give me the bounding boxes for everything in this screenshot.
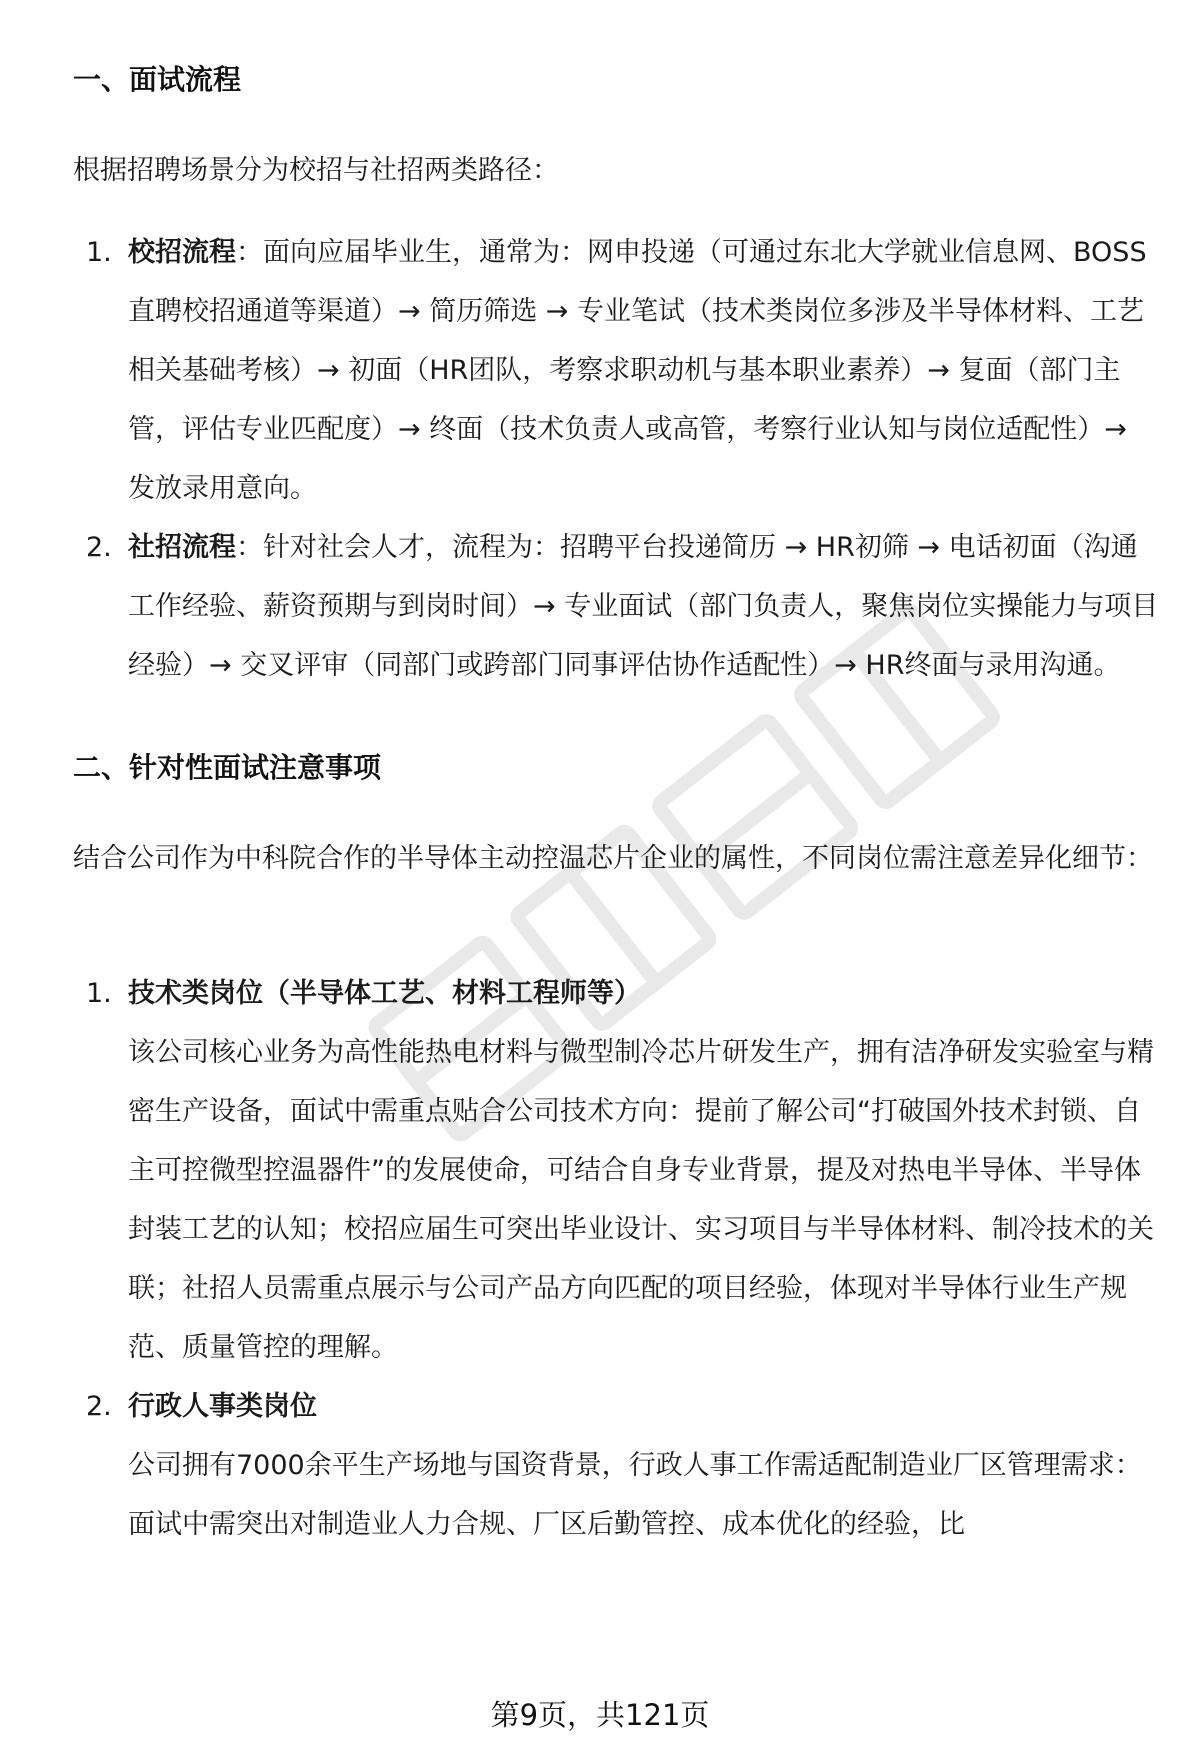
section-intro: 结合公司作为中科院合作的半导体主动控温芯片企业的属性，不同岗位需注意差异化细节： — [73, 843, 1153, 874]
section-heading-interview-notes: 二、针对性面试注意事项 — [73, 751, 382, 784]
item-text: 该公司核心业务为高性能热电材料与微型制冷芯片研发生产，拥有洁净研发实验室与精密生产设备，面试中需重点贴合公司技术方向：提前了解公司“打破国外技术封锁、自主可控微型控温器件”的发展使命，可结合自身专业背景，提及对热电半导体、半导体封装工艺的认知；校招应届生可突出毕业设计、实习项目与半导体材料、制冷技术的关联；社招人员需重点展示与公司产品方向匹配的项目经验，体现对半导体行业生产规范、质量管控的理解。 — [128, 1037, 1154, 1363]
process-list — [0, 223, 1200, 695]
page-number-footer: 第9页，共121页 — [490, 1698, 710, 1732]
item-text: ：面向应届毕业生，通常为：网申投递（可通过东北大学就业信息网、BOSS直聘校招通道等渠道）→ 简历筛选 → 专业笔试（技术类岗位多涉及半导体材料、工艺相关基础考核）→ 初面（HR团队，考察求职动机与基本职业素养）→ 复面（部门主管，评估专业匹配度）→ 终面（技术负责人或高管，考察行业认知与岗位适配性）→ 发放录用意向。 — [128, 237, 1147, 504]
notes-list — [0, 964, 1200, 1554]
item-text: 公司拥有7000余平生产场地与国资背景，行政人事工作需适配制造业厂区管理需求：面试中需突出对制造业人力合规、厂区后勤管控、成本优化的经验，比 — [128, 1450, 1142, 1540]
section-intro: 根据招聘场景分为校招与社招两类路径： — [73, 155, 559, 186]
item-text: ：针对社会人才，流程为：招聘平台投递简历 → HR初筛 → 电话初面（沟通工作经验、薪资预期与到岗时间）→ 专业面试（部门负责人，聚焦岗位实操能力与项目经验）→ 交叉评审（同部门或跨部门同事评估协作适配性）→ HR终面与录用沟通。 — [128, 532, 1159, 681]
item-title: 行政人事类岗位 — [128, 1391, 317, 1422]
list-item — [0, 1377, 1200, 1554]
list-number: 2. — [86, 532, 112, 563]
item-label: 社招流程 — [128, 532, 236, 563]
section-heading-interview-process: 一、面试流程 — [73, 63, 242, 96]
item-title: 技术类岗位（半导体工艺、材料工程师等） — [128, 978, 641, 1009]
list-item — [0, 518, 1200, 695]
list-number: 1. — [86, 978, 112, 1009]
list-number: 2. — [86, 1391, 112, 1422]
item-label: 校招流程 — [128, 237, 236, 268]
list-item — [0, 964, 1200, 1377]
list-item — [0, 223, 1200, 518]
list-number: 1. — [86, 237, 112, 268]
